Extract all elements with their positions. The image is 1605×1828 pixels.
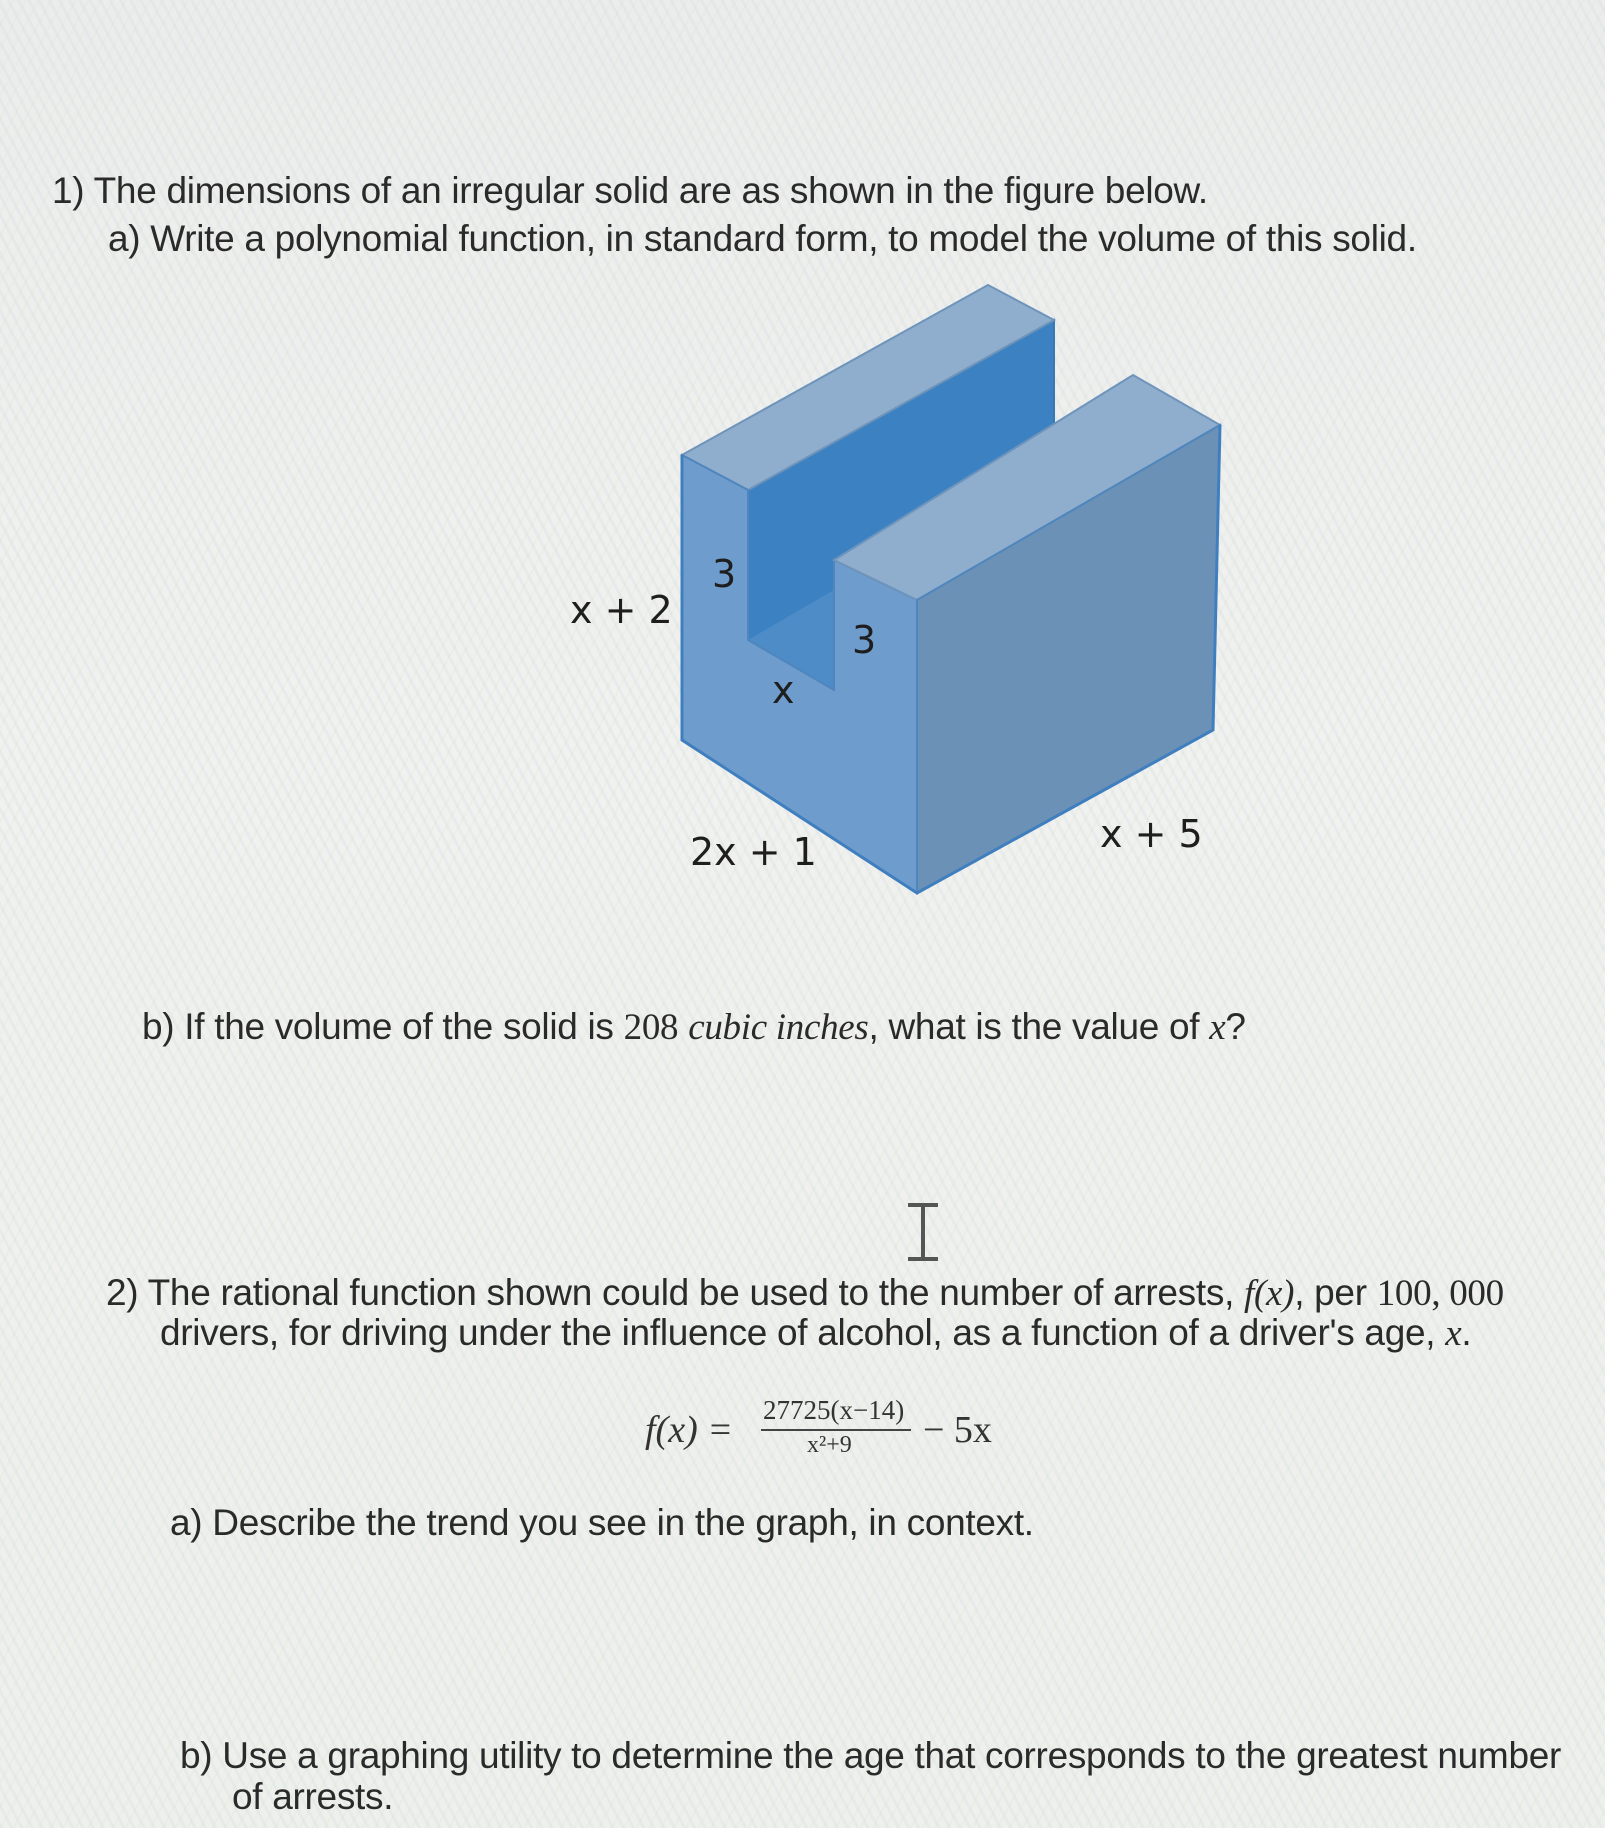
- label-notch-depth-right: 3: [852, 618, 877, 662]
- label-front-width: 2x + 1: [690, 830, 817, 874]
- formula-numerator: 27725(x−14): [763, 1395, 905, 1425]
- label-side-length: x + 5: [1100, 812, 1203, 856]
- label-notch-depth-left: 3: [712, 552, 737, 596]
- problem2-line2-prefix: drivers, for driving under the influence of alcohol, as a function of a driver's age,: [160, 1312, 1436, 1353]
- part-b-suffix: , what is the value of: [868, 1006, 1200, 1047]
- irregular-solid-figure: [540, 260, 1270, 910]
- volume-unit: cubic inches: [688, 1007, 869, 1048]
- problem2-part-b-line1: b) Use a graphing utility to determine the age that corresponds to the greatest number: [180, 1735, 1562, 1776]
- part-b-var: x: [1209, 1007, 1226, 1048]
- problem2-line1-prefix: 2) The rational function shown could be used to the number of arrests,: [106, 1272, 1235, 1313]
- problem2-line2: [160, 1312, 1471, 1355]
- problem2-func: f(x): [1244, 1273, 1295, 1314]
- problem1-part-a: a) Write a polynomial function, in standard form, to model the volume of this solid.: [108, 218, 1417, 259]
- problem2-part-b-line2: of arrests.: [232, 1776, 394, 1817]
- label-notch-width: x: [772, 668, 795, 712]
- formula-rhs: − 5x: [923, 1409, 992, 1451]
- problem1-stem: 1) The dimensions of an irregular solid are as shown in the figure below.: [52, 170, 1208, 211]
- text-cursor-icon: [906, 1202, 940, 1262]
- part-b-end: ?: [1225, 1006, 1246, 1047]
- formula-lhs: f(x) =: [645, 1409, 733, 1451]
- problem2-number: 100, 000: [1376, 1273, 1504, 1314]
- formula-fraction-bar: [761, 1429, 911, 1431]
- part-b-prefix: b) If the volume of the solid is: [142, 1006, 614, 1047]
- problem2-line1-mid: , per: [1294, 1272, 1367, 1313]
- problem2-part-a: a) Describe the trend you see in the graph, in context.: [170, 1502, 1034, 1543]
- problem2-line2-end: .: [1461, 1312, 1472, 1353]
- problem2-line2-var: x: [1445, 1313, 1462, 1354]
- problem2-line1: [106, 1272, 1504, 1315]
- volume-value: 208: [623, 1007, 679, 1048]
- formula-denominator: x²+9: [807, 1432, 852, 1458]
- label-height: x + 2: [570, 588, 673, 632]
- problem1-part-b: [142, 1006, 1246, 1049]
